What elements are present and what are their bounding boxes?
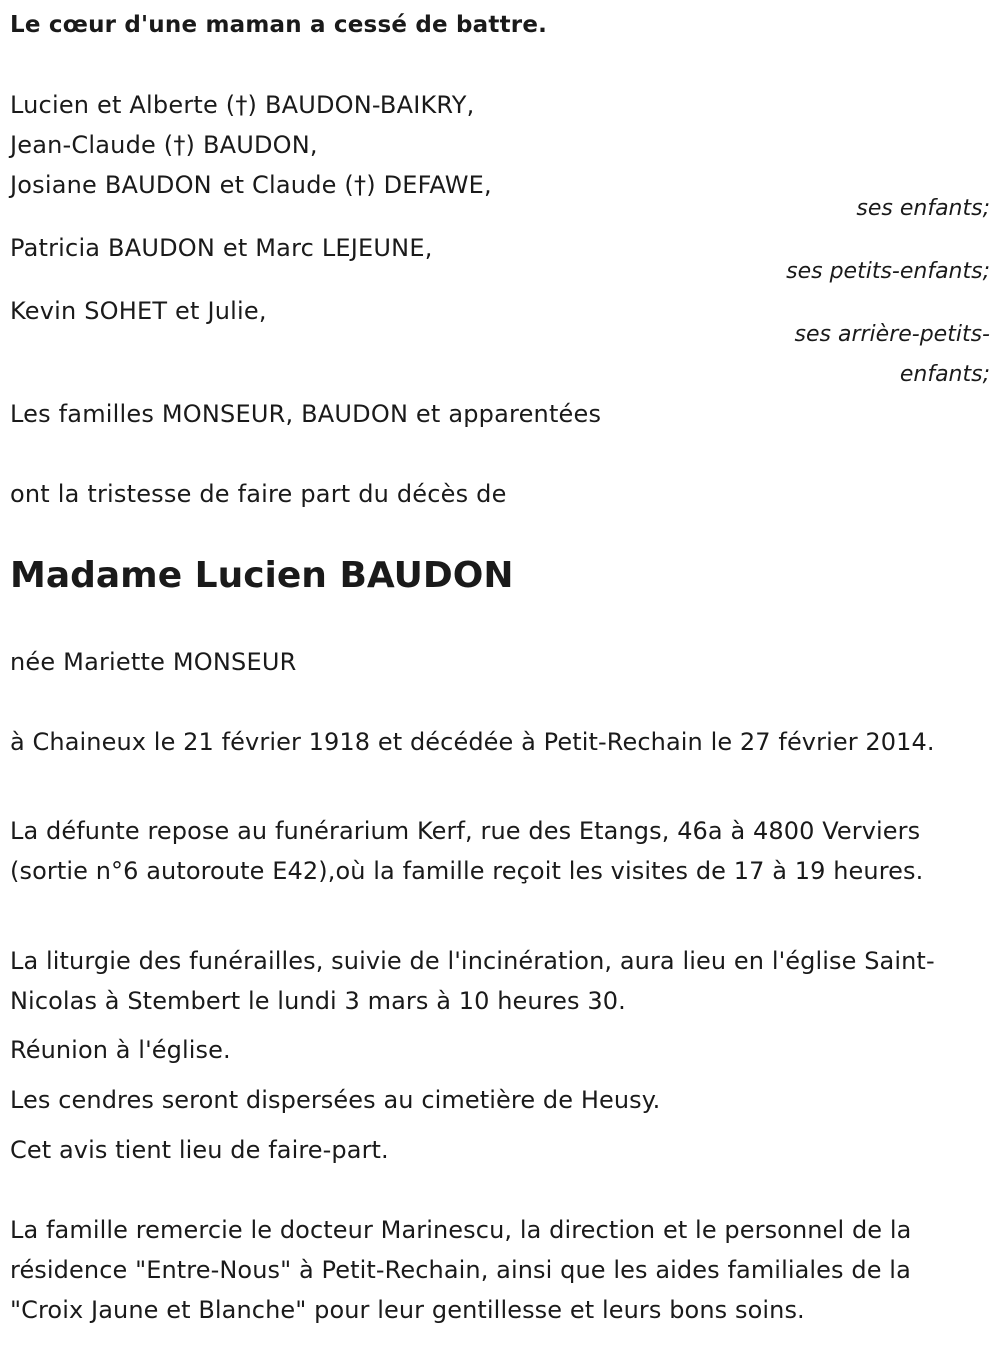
family-line-5: Kevin SOHET et Julie,	[10, 297, 267, 325]
notice-statement: Cet avis tient lieu de faire-part.	[10, 1136, 389, 1164]
family-line-1: Lucien et Alberte (†) BAUDON-BAIKRY,	[10, 91, 475, 119]
maiden-name: née Mariette MONSEUR	[10, 648, 297, 676]
headline: Le cœur d'une maman a cessé de battre.	[10, 12, 548, 38]
birth-death-paragraph: à Chaineux le 21 février 1918 et décédée à Petit-Rechain le 27 février 2014.	[10, 728, 935, 756]
role-great-grandchildren: ses arrière-petits-enfants;	[794, 322, 990, 387]
thanks-paragraph: La famille remercie le docteur Marinescu, la direction et le personnel de la résidence "Entre-Nous" à Petit-Rechain, ainsi que les aides familiales de la "Croix Jaune et Blanche" pour leur gentillesse et leurs bons soins.	[10, 1216, 912, 1324]
funerarium-paragraph: La défunte repose au funérarium Kerf, rue des Etangs, 46a à 4800 Verviers (sortie n°6 autoroute E42),où la famille reçoit les visites de 17 à 19 heures.	[10, 817, 924, 885]
reunion-paragraph: Réunion à l'église.	[10, 1036, 231, 1064]
role-children: ses enfants;	[856, 196, 990, 221]
deceased-name: Madame Lucien BAUDON	[10, 555, 514, 596]
family-line-6: Les familles MONSEUR, BAUDON et apparentées	[10, 400, 602, 428]
ashes-paragraph: Les cendres seront dispersées au cimetière de Heusy.	[10, 1086, 661, 1114]
death-notice	[10, 0, 990, 1345]
announcement: ont la tristesse de faire part du décès de	[10, 480, 507, 508]
family-line-3: Josiane BAUDON et Claude (†) DEFAWE,	[10, 171, 492, 199]
family-line-4: Patricia BAUDON et Marc LEJEUNE,	[10, 234, 433, 262]
liturgy-paragraph: La liturgie des funérailles, suivie de l'incinération, aura lieu en l'église Saint-Nicolas à Stembert le lundi 3 mars à 10 heures 30.	[10, 947, 935, 1015]
role-grandchildren: ses petits-enfants;	[786, 259, 990, 284]
family-line-2: Jean-Claude (†) BAUDON,	[10, 131, 318, 159]
